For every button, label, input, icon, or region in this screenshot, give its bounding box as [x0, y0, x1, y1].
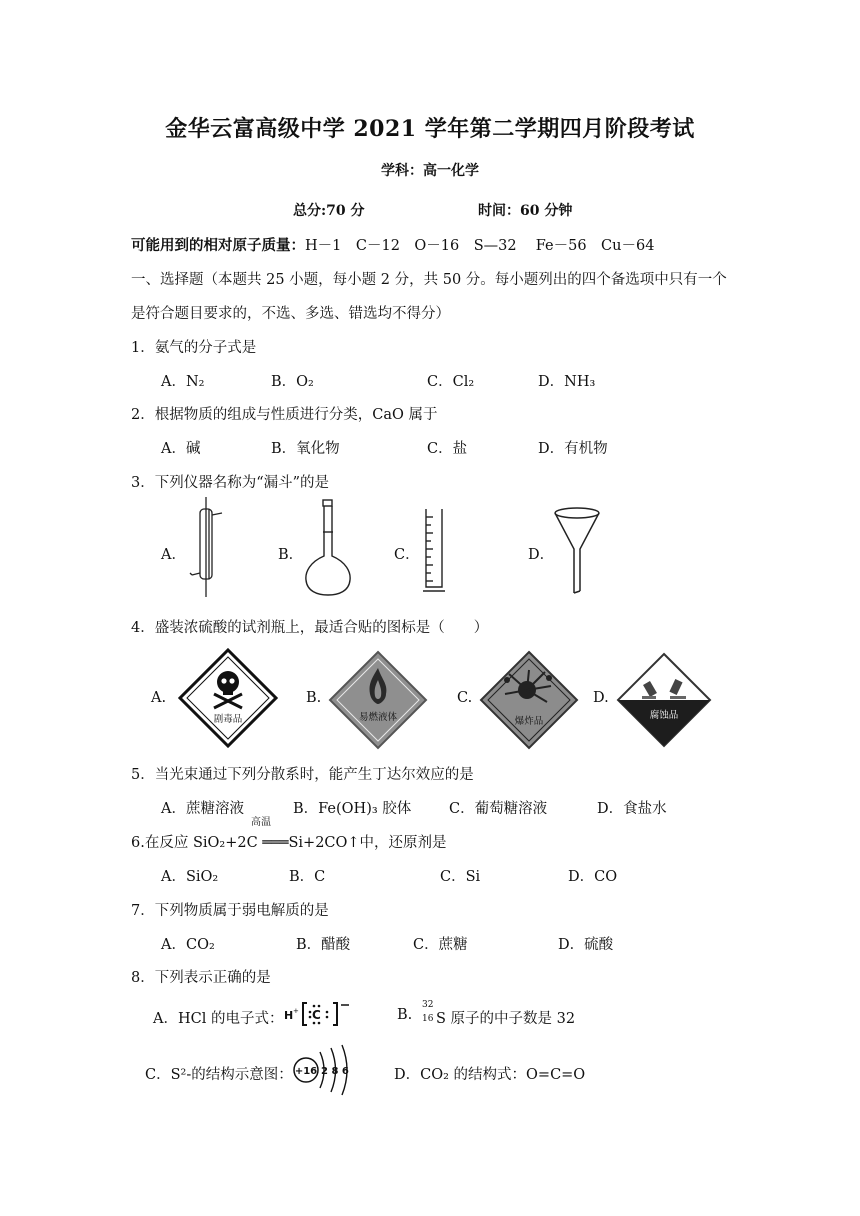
q6-reaction-condition: 高温 [251, 817, 271, 828]
q3-stem: 3．下列仪器名称为“漏斗”的是 [131, 475, 330, 491]
q6-option-b: B．C [289, 869, 326, 885]
q5-stem: 5．当光束通过下列分散系时，能产生丁达尔效应的是 [131, 767, 474, 783]
graduated-cylinder-icon [420, 505, 450, 597]
q8-option-d: D．CO₂ 的结构式：O=C=O [394, 1067, 586, 1083]
q7-option-c: C．蔗糖 [413, 937, 468, 953]
q2-option-b: B．氧化物 [271, 441, 340, 457]
q6-option-d: D．CO [568, 869, 618, 885]
q4-option-d: D. [593, 690, 609, 706]
section-intro-line1: 一、选择题（本题共 25 小题，每小题 2 分，共 50 分。每小题列出的四个备选项中只有一个 [131, 272, 727, 288]
svg-text:H: H [284, 1009, 294, 1022]
exam-time: 时间：60 分钟 [478, 203, 573, 219]
corrosive-label: 腐蚀品 [649, 710, 679, 721]
atomic-mass-line [131, 234, 654, 255]
electron-shells: 2 8 6 [321, 1066, 349, 1077]
q4-stem: 4．盛装浓硫酸的试剂瓶上，最适合贴的图标是（ ） [131, 620, 489, 636]
corrosive-hazard-icon [616, 652, 712, 748]
q1-option-c: C．Cl₂ [427, 374, 475, 390]
q7-option-b: B．醋酸 [296, 937, 351, 953]
q3-option-a: A． [161, 547, 186, 563]
q3-option-d: D． [528, 547, 555, 563]
explosive-label: 爆炸品 [514, 716, 544, 727]
toxic-hazard-icon [178, 648, 278, 748]
q6-option-a: A．SiO₂ [161, 869, 219, 885]
toxic-label: 剧毒品 [213, 714, 243, 725]
q5-option-d: D．食盐水 [597, 801, 667, 817]
q8-atomic-number: 16 [422, 1014, 434, 1024]
q1-option-d: D．NH₃ [538, 374, 596, 390]
q7-stem: 7．下列物质属于弱电解质的是 [131, 903, 329, 919]
q7-option-d: D．硫酸 [558, 937, 614, 953]
q8-option-a: A．HCl 的电子式： [153, 1011, 284, 1027]
q2-option-d: D．有机物 [538, 441, 608, 457]
funnel-icon [552, 505, 602, 597]
q4-option-b: B. [306, 690, 322, 706]
exam-subject: 学科：高一化学 [381, 163, 479, 179]
total-score: 总分:70 分 [293, 203, 365, 219]
q5-option-b: B．Fe(OH)₃ 胶体 [293, 801, 412, 817]
q8-mass-number: 32 [422, 1000, 434, 1010]
q5-option-a: A．蔗糖溶液 [161, 801, 244, 817]
atomic-mass-values: H－1 C－12 O－16 S—32 Fe－56 Cu－64 [305, 238, 655, 254]
atomic-mass-label: 可能用到的相对原子质量： [131, 237, 305, 254]
nucleus-charge: +16 [294, 1066, 318, 1077]
volumetric-flask-icon [302, 498, 354, 598]
q3-option-c: C． [394, 547, 420, 563]
q4-option-c: C. [457, 690, 473, 706]
q4-option-a: A. [151, 690, 167, 706]
q8-option-b-prefix: B. [397, 1007, 413, 1023]
flammable-liquid-hazard-icon [328, 650, 428, 750]
explosive-hazard-icon [479, 650, 579, 750]
svg-text:C: C [312, 1008, 321, 1022]
hcl-electron-formula-icon [283, 999, 355, 1029]
q8-option-c: C．S²-的结构示意图： [145, 1067, 293, 1083]
q1-stem: 1．氨气的分子式是 [131, 340, 257, 356]
q2-stem: 2．根据物质的组成与性质进行分类，CaO 属于 [131, 407, 438, 423]
condenser-icon [186, 495, 226, 599]
exam-title: 金华云富高级中学 2021 学年第二学期四月阶段考试 [165, 116, 695, 142]
section-intro-line2: 是符合题目要求的，不选、多选、错选均不得分） [131, 306, 450, 322]
q7-option-a: A．CO₂ [161, 937, 215, 953]
flammable-label: 易燃液体 [358, 712, 398, 723]
q2-option-c: C．盐 [427, 441, 468, 457]
q6-option-c: C．Si [440, 869, 481, 885]
q6-stem: 6.在反应 SiO₂+2C ═══Si+2CO↑中，还原剂是 [131, 835, 447, 851]
q1-option-b: B．O₂ [271, 374, 314, 390]
q8-stem: 8．下列表示正确的是 [131, 970, 271, 986]
q2-option-a: A．碱 [161, 441, 201, 457]
sulfide-ion-structure-diagram [292, 1042, 360, 1098]
q1-option-a: A．N₂ [161, 374, 205, 390]
q5-option-c: C．葡萄糖溶液 [449, 801, 548, 817]
q3-option-b: B． [278, 547, 304, 563]
svg-text:+: + [293, 1007, 299, 1015]
q8-option-b-text: S 原子的中子数是 32 [436, 1011, 576, 1027]
